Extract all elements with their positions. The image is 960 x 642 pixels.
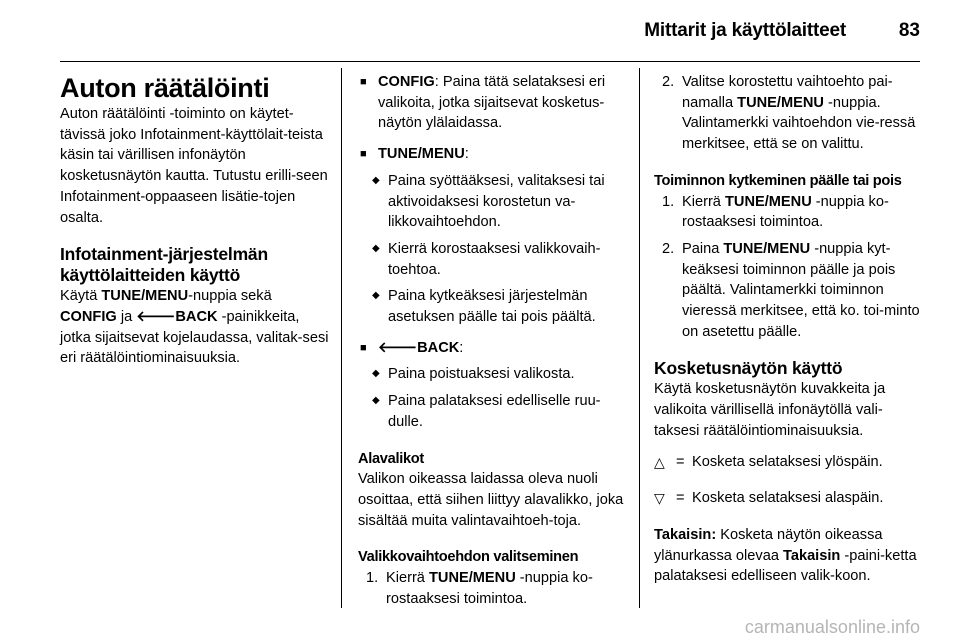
column-divider-1	[341, 68, 342, 608]
column-divider-2	[639, 68, 640, 608]
touchscreen-paragraph: Käytä kosketusnäytön kuvakkeita ja valikoita värillisellä infonäytöllä vali-taksesi räätälöintiominaisuuksia.	[654, 381, 886, 439]
page-number: 83	[898, 20, 920, 41]
intro-paragraph: Auton räätälöinti -toiminto on käytet-tävissä joko Infotainment-käyttölait-teista käsin tai värillisen infonäytön kosketusnäytön kautta. Tutustu erilli-seen Infotainment-oppaaseen lisätie-tojen osalta.	[60, 106, 328, 226]
toggle-function-heading: Toiminnon kytkeminen päälle tai pois	[654, 172, 902, 189]
back-term: 🡐BACK	[136, 308, 218, 325]
toggle-step-1: 1. Kierrä TUNE/MENU -nuppia ko-rostaaksesi toimintoa.	[662, 193, 889, 231]
scroll-down-row: ▽ = Kosketa selataksesi alaspäin.	[654, 488, 922, 509]
scroll-up-row: △ = Kosketa selataksesi ylöspäin.	[654, 452, 922, 473]
column-1	[60, 72, 330, 369]
step-2: 2. Valitse korostettu vaihtoehto pai-namalla TUNE/MENU -nuppia. Valintamerkki vaihtoehdon vie-ressä merkitsee, että se on valittu.	[662, 74, 916, 153]
sub-bullet: ◆ Paina poistuaksesi valikosta.	[358, 364, 626, 385]
diamond-bullet-icon: ◆	[372, 368, 380, 380]
toggle-step-2: 2. Paina TUNE/MENU -nuppia kyt-keäksesi toiminnon päälle ja pois päältä. Valintamerkki toiminnon vieressä merkitsee, että ko. toi-minto on asetettu päälle.	[662, 240, 920, 340]
sub-bullet: ◆ Paina syöttääksesi, valitaksesi tai aktivoidaksesi korostetun va-likkovaihtoehdon.	[372, 172, 605, 231]
column-3	[654, 72, 922, 587]
sub-bullet: ◆ Paina palataksesi edelliselle ruu-dulle.	[372, 393, 601, 430]
square-bullet-icon: ■	[360, 341, 367, 354]
triangle-up-icon: △	[654, 453, 665, 470]
select-option-heading: Valikkovaihtoehdon valitseminen	[358, 549, 579, 566]
diamond-bullet-icon: ◆	[372, 242, 380, 254]
sub-bullet: ◆ Kierrä korostaaksesi valikkovaih-toehtoa.	[372, 240, 601, 278]
submenus-paragraph: Valikon oikeassa laidassa oleva nuoli osoittaa, että siihen liittyy alavalikko, joka sisältää muita valintavaihtoeh-toja.	[358, 471, 624, 529]
column-2	[358, 72, 626, 609]
diamond-bullet-icon: ◆	[372, 290, 380, 302]
sub-bullet: ◆ Paina kytkeäksesi järjestelmän asetuksen päälle tai pois päältä.	[372, 288, 596, 326]
square-bullet-icon: ■	[360, 76, 367, 88]
bullet-config: ■ CONFIG: Paina tätä selataksesi eri valikoita, jotka sijaitsevat kosketus-näytön ylälaidassa.	[360, 74, 606, 132]
triangle-down-icon: ▽	[654, 490, 665, 507]
header-divider	[60, 61, 920, 62]
config-term: CONFIG	[60, 308, 117, 325]
section-title: Auton räätälöinti	[60, 73, 270, 103]
watermark: carmanualsonline.info	[744, 617, 920, 637]
diamond-bullet-icon: ◆	[372, 174, 380, 186]
running-header-title: Mittarit ja käyttölaitteet	[644, 20, 846, 41]
step-1: 1. Kierrä TUNE/MENU -nuppia ko-rostaaksesi toimintoa.	[366, 570, 593, 607]
touchscreen-heading: Kosketusnäytön käyttö	[654, 358, 843, 379]
diamond-bullet-icon: ◆	[372, 395, 380, 407]
bullet-back: ■ 🡐BACK:	[358, 338, 626, 359]
back-paragraph: Takaisin: Kosketa näytön oikeassa ylänurkassa olevaa Takaisin -paini-ketta palataksesi edelliseen valik-koon.	[654, 526, 917, 585]
submenus-heading: Alavalikot	[358, 450, 424, 467]
square-bullet-icon: ■	[360, 148, 367, 161]
tune-menu-term: TUNE/MENU	[101, 288, 189, 305]
controls-paragraph: Käytä TUNE/MENU-nuppia sekä CONFIG ja 🡐BACK -painikkeita, jotka sijaitsevat kojelaudassa, valitak-sesi eri räätälöintiominaisuuksia.	[60, 288, 329, 367]
subsection-title-controls: Infotainment-järjestelmän käyttölaitteiden käyttö	[60, 244, 268, 286]
bullet-tune-menu: ■ TUNE/MENU:	[358, 144, 626, 165]
